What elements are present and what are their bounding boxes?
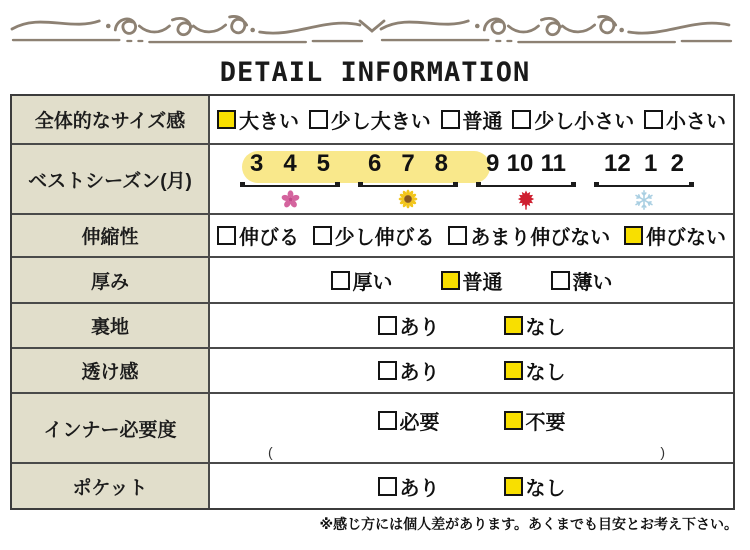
checkbox-checked-icon bbox=[504, 361, 523, 380]
checkbox-icon bbox=[448, 226, 467, 245]
option-fuyou: 不要 bbox=[504, 406, 566, 435]
option-ari-lining: あり bbox=[378, 311, 440, 340]
option-hitsuyou: 必要 bbox=[378, 406, 440, 435]
month-group-autumn: 9 10 11 bbox=[476, 150, 576, 178]
row-label-stretch: 伸縮性 bbox=[12, 215, 210, 256]
table-row-inner bbox=[12, 392, 733, 462]
checkbox-icon bbox=[378, 411, 397, 430]
month-group-winter: 12 1 2 bbox=[594, 150, 694, 178]
checkbox-icon bbox=[378, 477, 397, 496]
table-row-stretch bbox=[12, 213, 733, 256]
checkbox-checked-icon bbox=[441, 271, 460, 290]
checkbox-checked-icon bbox=[504, 477, 523, 496]
option-atsui: 厚い bbox=[331, 266, 393, 295]
option-nashi-lining: なし bbox=[504, 311, 566, 340]
footnote: ※感じ方には個人差があります。あくまでも目安とお考え下さい。 bbox=[319, 516, 738, 532]
table-row-season bbox=[12, 143, 733, 213]
option-ookii: 大きい bbox=[217, 105, 299, 134]
checkbox-icon bbox=[378, 361, 397, 380]
option-ari-pocket: あり bbox=[378, 472, 440, 501]
table-row-thickness bbox=[12, 256, 733, 302]
table-row-pocket bbox=[12, 462, 733, 508]
option-sukoshi-chiisai: 少し小さい bbox=[512, 105, 634, 134]
option-nashi-pocket: なし bbox=[504, 472, 566, 501]
snowflake-icon bbox=[594, 189, 694, 212]
row-label-thickness: 厚み bbox=[12, 258, 210, 302]
option-ari-sheer: あり bbox=[378, 356, 440, 385]
season-bracket bbox=[477, 181, 575, 187]
row-options-lining bbox=[210, 304, 733, 347]
season-months bbox=[210, 145, 733, 213]
season-icons bbox=[210, 189, 733, 212]
checkbox-icon bbox=[309, 110, 328, 129]
checkbox-icon bbox=[378, 316, 397, 335]
option-sukoshi-ookii: 少し大きい bbox=[309, 105, 431, 134]
season-bracket bbox=[359, 181, 457, 187]
table-row-size bbox=[12, 96, 733, 143]
row-options-thickness bbox=[210, 258, 733, 302]
checkbox-icon bbox=[512, 110, 531, 129]
checkbox-checked-icon bbox=[504, 411, 523, 430]
row-options-inner bbox=[210, 394, 733, 462]
row-options-stretch bbox=[210, 215, 733, 256]
note-paren-open: ( bbox=[268, 444, 273, 460]
row-label-inner: インナー必要度 bbox=[12, 394, 210, 462]
row-options-size bbox=[210, 96, 733, 143]
row-label-pocket: ポケット bbox=[12, 464, 210, 508]
note-paren-close: ) bbox=[660, 444, 665, 460]
month-group-summer: 6 7 8 bbox=[358, 150, 458, 178]
row-options-pocket bbox=[210, 464, 733, 508]
option-nobiru: 伸びる bbox=[217, 221, 299, 250]
decorative-flourish bbox=[9, 3, 741, 53]
sakura-icon bbox=[240, 189, 340, 212]
checkbox-icon bbox=[331, 271, 350, 290]
checkbox-icon bbox=[551, 271, 570, 290]
page-title: DETAIL INFORMATION bbox=[219, 57, 531, 88]
sunflower-icon bbox=[358, 189, 458, 212]
option-sukoshi-nobiru: 少し伸びる bbox=[313, 221, 435, 250]
option-futsuu-thickness: 普通 bbox=[441, 266, 503, 295]
checkbox-icon bbox=[313, 226, 332, 245]
row-label-size: 全体的なサイズ感 bbox=[12, 96, 210, 143]
checkbox-checked-icon bbox=[504, 316, 523, 335]
month-numbers bbox=[210, 150, 733, 178]
maple-leaf-icon bbox=[476, 189, 576, 212]
row-label-season: ベストシーズン(月) bbox=[12, 145, 210, 213]
row-label-lining: 裏地 bbox=[12, 304, 210, 347]
option-nobinai: 伸びない bbox=[624, 221, 726, 250]
month-group-spring: 3 4 5 bbox=[240, 150, 340, 178]
checkbox-icon bbox=[644, 110, 663, 129]
row-options-sheerness bbox=[210, 349, 733, 392]
season-bracket bbox=[241, 181, 339, 187]
table-row-sheerness bbox=[12, 347, 733, 392]
season-bracket bbox=[595, 181, 693, 187]
option-usui: 薄い bbox=[551, 266, 613, 295]
option-futsuu-size: 普通 bbox=[441, 105, 503, 134]
option-nashi-sheer: なし bbox=[504, 356, 566, 385]
checkbox-icon bbox=[217, 226, 236, 245]
option-chiisai: 小さい bbox=[644, 105, 726, 134]
checkbox-checked-icon bbox=[624, 226, 643, 245]
detail-table bbox=[10, 94, 735, 510]
checkbox-icon bbox=[441, 110, 460, 129]
row-label-sheerness: 透け感 bbox=[12, 349, 210, 392]
option-amari-nobinai: あまり伸びない bbox=[448, 221, 610, 250]
table-row-lining bbox=[12, 302, 733, 347]
checkbox-checked-icon bbox=[217, 110, 236, 129]
